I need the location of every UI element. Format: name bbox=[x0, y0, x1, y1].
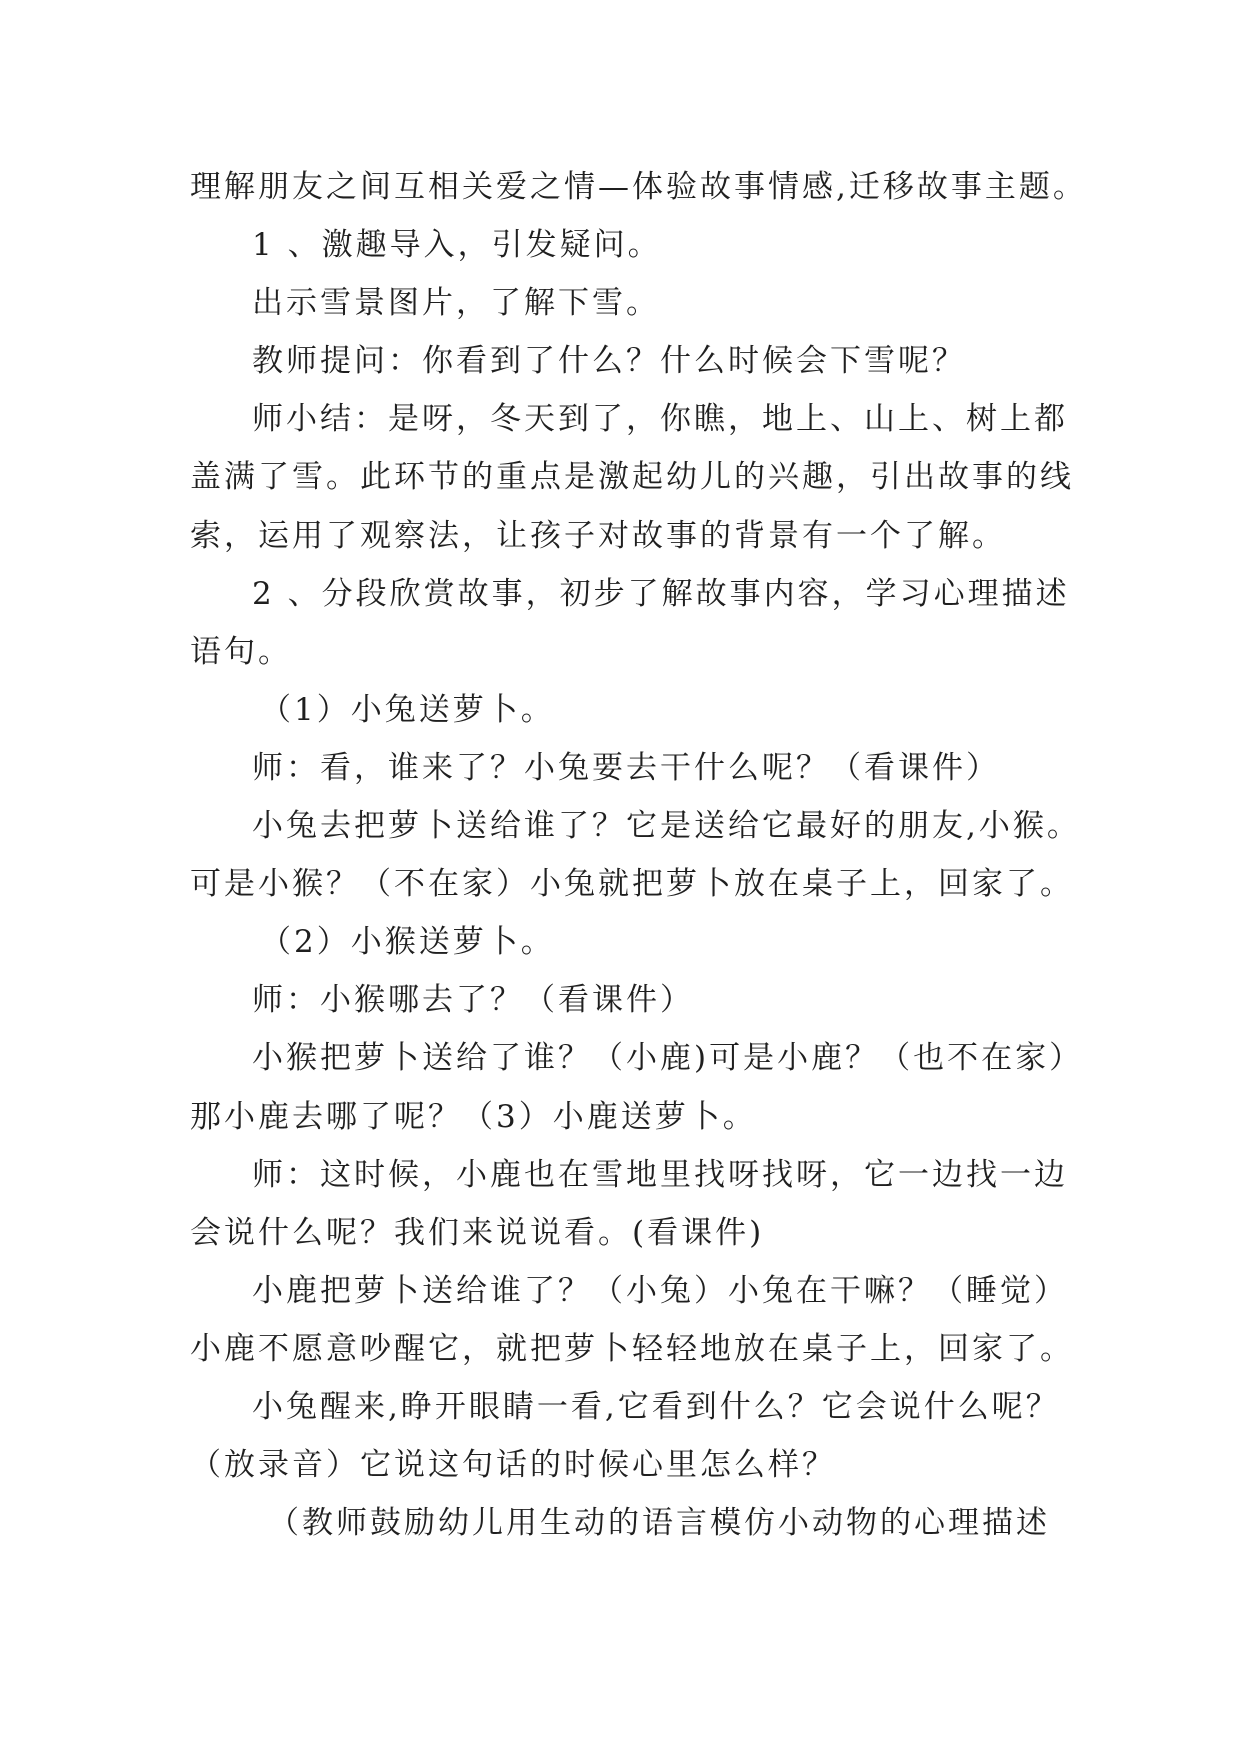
subsection-heading: （1）小兔送萝卜。 bbox=[260, 691, 555, 728]
paragraph-line: 小鹿把萝卜送给谁了？（小兔）小兔在干嘛？（睡觉） bbox=[252, 1272, 1068, 1309]
paragraph-line: 理解朋友之间互相关爱之情—体验故事情感,迁移故事主题。 bbox=[190, 169, 1087, 205]
section-heading: 2 、分段欣赏故事，初步了解故事内容，学习心理描述 bbox=[252, 575, 1070, 612]
paragraph-line: 盖满了雪。此环节的重点是激起幼儿的兴趣，引出故事的线 bbox=[190, 459, 1074, 496]
paragraph-line: 师小结：是呀，冬天到了，你瞧，地上、山上、树上都 bbox=[252, 401, 1068, 438]
paragraph-line: 小兔醒来,睁开眼睛一看,它看到什么？它会说什么呢？ bbox=[252, 1388, 1060, 1425]
paragraph-line: 小猴把萝卜送给了谁？（小鹿)可是小鹿？（也不在家） bbox=[252, 1040, 1084, 1077]
paragraph-line: 出示雪景图片，了解下雪。 bbox=[252, 285, 660, 322]
paragraph-line: （教师鼓励幼儿用生动的语言模仿小动物的心理描述 bbox=[268, 1505, 1050, 1542]
paragraph-line: 教师提问：你看到了什么？什么时候会下雪呢？ bbox=[252, 343, 966, 380]
paragraph-line: 语句。 bbox=[190, 633, 292, 670]
paragraph-line: 可是小猴？（不在家）小兔就把萝卜放在桌子上，回家了。 bbox=[190, 866, 1074, 903]
paragraph-line: 那小鹿去哪了呢？（3）小鹿送萝卜。 bbox=[190, 1098, 757, 1135]
paragraph-line: 师：小猴哪去了？（看课件） bbox=[252, 982, 694, 1019]
paragraph-line: 师：看，谁来了？小兔要去干什么呢？（看课件） bbox=[252, 749, 1000, 786]
section-heading: 1 、激趣导入，引发疑问。 bbox=[252, 227, 662, 264]
paragraph-line: 师：这时候，小鹿也在雪地里找呀找呀，它一边找一边 bbox=[252, 1156, 1068, 1193]
paragraph-line: （放录音）它说这句话的时候心里怎么样？ bbox=[190, 1447, 836, 1484]
document-body bbox=[190, 158, 1090, 1552]
paragraph-line: 小兔去把萝卜送给谁了？它是送给它最好的朋友,小猴。 bbox=[252, 808, 1081, 845]
subsection-heading: （2）小猴送萝卜。 bbox=[260, 924, 555, 961]
paragraph-line: 索，运用了观察法，让孩子对故事的背景有一个了解。 bbox=[190, 517, 1006, 554]
paragraph-line: 会说什么呢？我们来说说看。(看课件) bbox=[190, 1214, 765, 1251]
paragraph-line: 小鹿不愿意吵醒它，就把萝卜轻轻地放在桌子上，回家了。 bbox=[190, 1330, 1074, 1367]
